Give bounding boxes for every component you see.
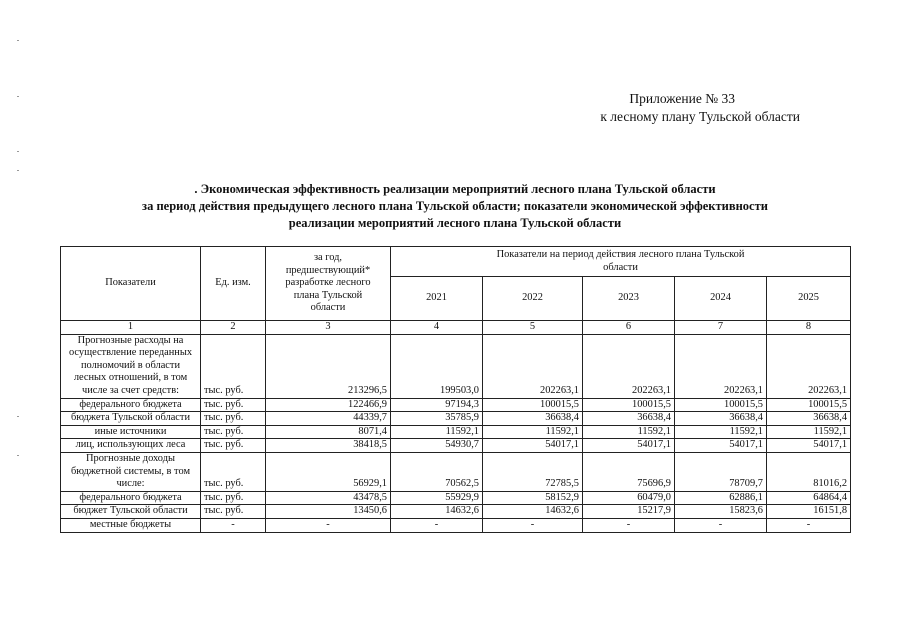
row-value: 11592,1 (675, 425, 767, 439)
column-number: 3 (266, 321, 391, 335)
row-value: 54017,1 (583, 439, 675, 453)
column-number: 5 (483, 321, 583, 335)
row-value: - (266, 518, 391, 532)
row-indicator: местные бюджеты (61, 518, 201, 532)
row-value: 62886,1 (675, 491, 767, 505)
row-value: 100015,5 (675, 398, 767, 412)
row-value: 70562,5 (391, 452, 483, 491)
row-value: 14632,6 (391, 505, 483, 519)
table-row (61, 505, 851, 519)
title-line-1: . Экономическая эффективность реализации мероприятий лесного плана Тульской области (194, 182, 716, 196)
row-value: 202263,1 (767, 334, 851, 398)
row-value: 81016,2 (767, 452, 851, 491)
row-indicator: бюджета Тульской области (61, 412, 201, 426)
row-value: 44339,7 (266, 412, 391, 426)
row-indicator: иные источники (61, 425, 201, 439)
row-value: 16151,8 (767, 505, 851, 519)
row-unit: тыс. руб. (201, 398, 266, 412)
row-value: 54017,1 (767, 439, 851, 453)
row-value: 58152,9 (483, 491, 583, 505)
row-value: 36638,4 (767, 412, 851, 426)
row-value: 60479,0 (583, 491, 675, 505)
row-value: 78709,7 (675, 452, 767, 491)
table-row (61, 398, 851, 412)
row-value: 199503,0 (391, 334, 483, 398)
row-value: 35785,9 (391, 412, 483, 426)
row-value: 43478,5 (266, 491, 391, 505)
column-number: 8 (767, 321, 851, 335)
appendix-number: Приложение № 33 (629, 91, 735, 106)
table-row (61, 491, 851, 505)
row-indicator: Прогнозные расходы на осуществление переданных полномочий в области лесных отношений, в том числе за счет средств: (61, 334, 201, 398)
row-value: 202263,1 (675, 334, 767, 398)
row-value: 11592,1 (767, 425, 851, 439)
row-value: 54930,7 (391, 439, 483, 453)
title-line-2: за период действия предыдущего лесного плана Тульской области; показатели экономической эффективности (142, 199, 768, 213)
title-line-3: реализации мероприятий лесного плана Тульской области (288, 216, 622, 230)
column-number: 4 (391, 321, 483, 335)
row-value: 75696,9 (583, 452, 675, 491)
row-value: 11592,1 (583, 425, 675, 439)
row-value: 64864,4 (767, 491, 851, 505)
row-value: 72785,5 (483, 452, 583, 491)
row-unit: тыс. руб. (201, 491, 266, 505)
row-value: 13450,6 (266, 505, 391, 519)
row-value: 100015,5 (767, 398, 851, 412)
row-indicator: федерального бюджета (61, 491, 201, 505)
efficiency-table (60, 246, 851, 533)
row-value: - (675, 518, 767, 532)
header-year: 2021 (391, 277, 483, 321)
table-row (61, 518, 851, 532)
row-value: 15823,6 (675, 505, 767, 519)
row-value: 36638,4 (483, 412, 583, 426)
row-value: 8071,4 (266, 425, 391, 439)
row-unit: тыс. руб. (201, 412, 266, 426)
row-value: 202263,1 (583, 334, 675, 398)
row-value: 97194,3 (391, 398, 483, 412)
row-value: - (483, 518, 583, 532)
row-value: 11592,1 (483, 425, 583, 439)
row-value: 202263,1 (483, 334, 583, 398)
row-value: 213296,5 (266, 334, 391, 398)
header-year: 2022 (483, 277, 583, 321)
table-row (61, 439, 851, 453)
header-year: 2024 (675, 277, 767, 321)
row-value: 14632,6 (483, 505, 583, 519)
row-value: 36638,4 (675, 412, 767, 426)
row-value: 11592,1 (391, 425, 483, 439)
row-unit: - (201, 518, 266, 532)
column-number: 7 (675, 321, 767, 335)
row-value: 122466,9 (266, 398, 391, 412)
row-value: 54017,1 (483, 439, 583, 453)
header-year: 2023 (583, 277, 675, 321)
header-year: 2025 (767, 277, 851, 321)
column-number: 6 (583, 321, 675, 335)
row-indicator: Прогнозные доходы бюджетной системы, в том числе: (61, 452, 201, 491)
row-value: 100015,5 (583, 398, 675, 412)
column-number: 1 (61, 321, 201, 335)
row-unit: тыс. руб. (201, 505, 266, 519)
table-row (61, 412, 851, 426)
row-value: - (767, 518, 851, 532)
row-indicator: лиц, использующих леса (61, 439, 201, 453)
row-unit: тыс. руб. (201, 425, 266, 439)
header-unit: Ед. изм. (201, 247, 266, 321)
row-unit: тыс. руб. (201, 334, 266, 398)
table-row (61, 334, 851, 398)
row-value: 54017,1 (675, 439, 767, 453)
column-number: 2 (201, 321, 266, 335)
row-value: 15217,9 (583, 505, 675, 519)
row-value: - (391, 518, 483, 532)
appendix-subtitle: к лесному плану Тульской области (600, 109, 800, 124)
row-unit: тыс. руб. (201, 452, 266, 491)
header-indicator: Показатели (61, 247, 201, 321)
row-value: 56929,1 (266, 452, 391, 491)
row-indicator: федерального бюджета (61, 398, 201, 412)
row-value: 38418,5 (266, 439, 391, 453)
table-row (61, 452, 851, 491)
header-period: Показатели на период действия лесного плана Тульской области (391, 247, 851, 277)
row-value: 100015,5 (483, 398, 583, 412)
row-unit: тыс. руб. (201, 439, 266, 453)
header-prev-year: за год, предшествующий* разработке лесного плана Тульской области (266, 247, 391, 321)
row-value: 36638,4 (583, 412, 675, 426)
row-value: - (583, 518, 675, 532)
row-value: 55929,9 (391, 491, 483, 505)
document-title (60, 181, 850, 232)
row-indicator: бюджет Тульской области (61, 505, 201, 519)
table-row (61, 425, 851, 439)
